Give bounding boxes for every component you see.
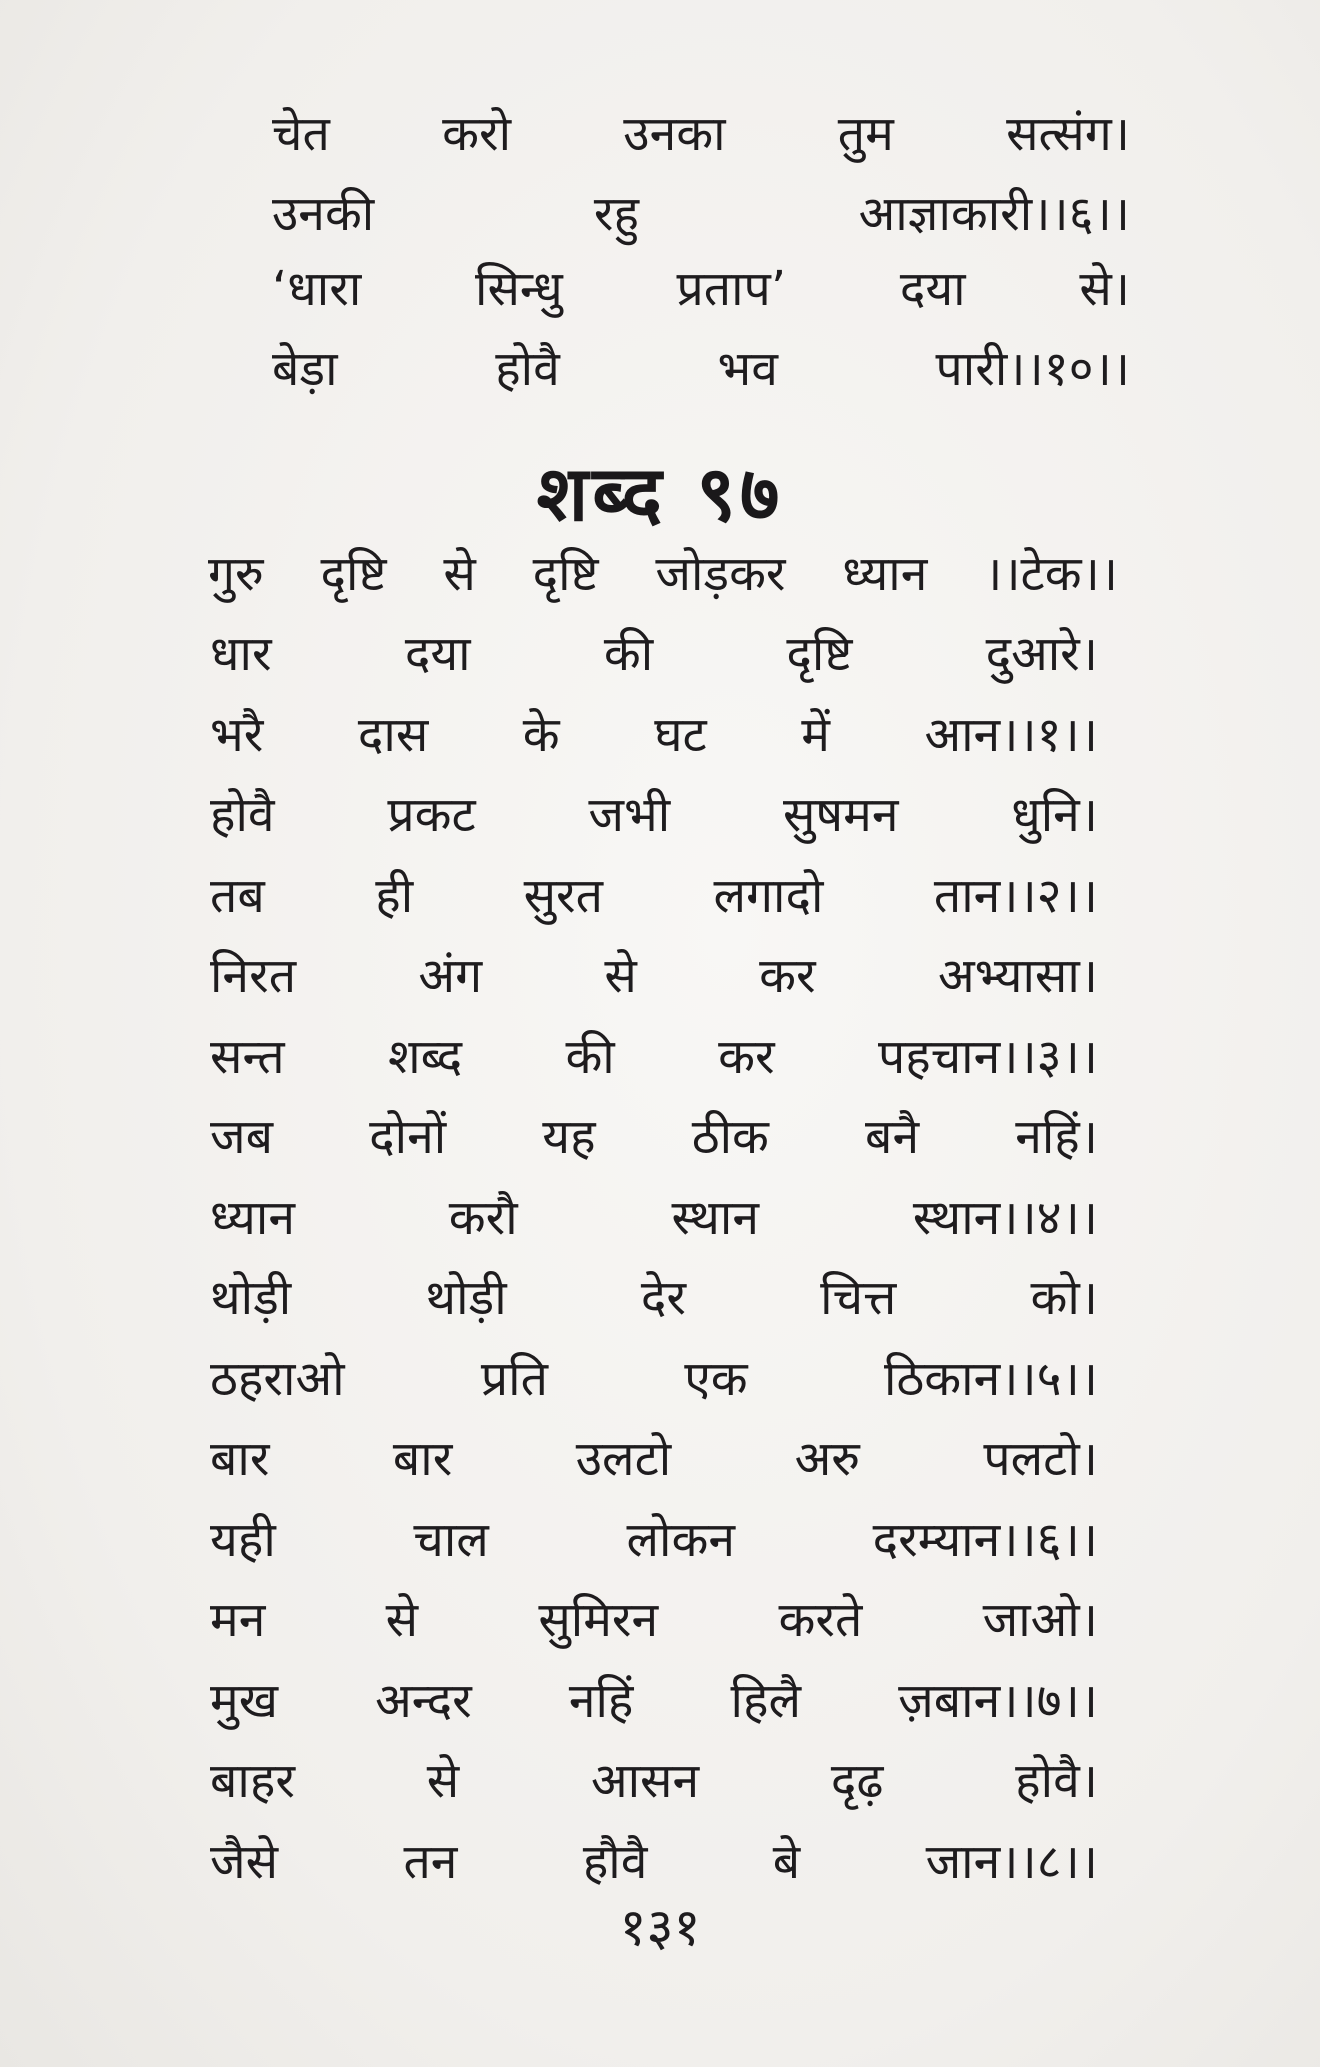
verse-word: ही xyxy=(375,867,414,924)
verse-word: ध्यान xyxy=(210,1189,295,1246)
verse-word: तान।।२।। xyxy=(933,867,1098,924)
verse-word: मुख xyxy=(210,1672,278,1729)
verse-word: हौवै xyxy=(582,1833,648,1890)
verse-line xyxy=(210,1103,1098,1168)
verse-word: की xyxy=(565,1028,615,1085)
verse-word: ध्यान xyxy=(842,546,928,602)
verse-line xyxy=(210,1184,1098,1249)
hymn-heading: शब्द ९७ xyxy=(536,449,784,538)
verse-line xyxy=(210,1828,1098,1893)
verse-word: थोड़ी xyxy=(210,1270,292,1326)
verse-word: पारी।।१०।। xyxy=(935,341,1130,397)
verse-word: बार xyxy=(210,1431,270,1487)
verse-line xyxy=(210,1586,1098,1651)
verse-word: हिलै xyxy=(730,1672,801,1729)
verse-word: दया xyxy=(404,626,471,682)
verse-word: ‘धारा xyxy=(272,261,362,317)
verse-word: भव xyxy=(717,341,778,397)
verse-word: से xyxy=(604,948,637,1004)
verse-word: बे xyxy=(772,1833,801,1890)
verse-word: से xyxy=(443,546,476,602)
verse-word: से xyxy=(426,1753,460,1809)
verse-word: जान।।८।। xyxy=(925,1833,1098,1890)
verse-word: दोनों xyxy=(369,1109,447,1165)
verse-line xyxy=(210,620,1098,685)
verse-word: दृढ़ xyxy=(830,1753,884,1809)
verse-word: तन xyxy=(403,1833,458,1890)
verse-line xyxy=(210,1747,1098,1812)
verse-word: से xyxy=(385,1592,419,1648)
verse-line xyxy=(210,1506,1098,1571)
verse-word: ठिकान।।५।। xyxy=(883,1350,1098,1407)
verse-line xyxy=(210,781,1098,846)
verse-word: जभी xyxy=(588,787,671,843)
verse-word: पलटो। xyxy=(983,1431,1098,1487)
verse-line xyxy=(272,335,1130,400)
verse-word: कर xyxy=(718,1028,775,1085)
verse-word: उनकी xyxy=(272,186,375,242)
verse-word: की xyxy=(603,626,654,682)
verse-word: पहचान।।३।। xyxy=(877,1028,1098,1085)
verse-word: चेत xyxy=(272,106,330,162)
verse-word: स्थान।।४।। xyxy=(912,1189,1098,1246)
verse-line xyxy=(210,942,1098,1007)
verse-word: प्रति xyxy=(480,1350,548,1407)
verse-word: यह xyxy=(542,1109,596,1165)
verse-line xyxy=(210,1023,1098,1088)
verse-word: करौ xyxy=(448,1189,518,1246)
verse-word: आन।।१।। xyxy=(924,706,1098,763)
verse-word: उनका xyxy=(623,106,726,162)
verse-word: को। xyxy=(1030,1270,1098,1326)
verse-word: अन्दर xyxy=(375,1672,472,1729)
verse-word: ठहराओ xyxy=(210,1350,345,1407)
verse-word: बार xyxy=(392,1431,453,1487)
verse-word: लगादो xyxy=(713,867,824,924)
verse-word: से। xyxy=(1079,261,1130,317)
verse-word: घट xyxy=(654,706,707,763)
verse-word: जोड़कर xyxy=(655,546,786,602)
verse-word: दुआरे। xyxy=(985,626,1098,682)
verse-word: निरत xyxy=(210,948,297,1004)
verse-word: बनै xyxy=(865,1109,920,1165)
verse-word: यही xyxy=(210,1511,276,1568)
verse-word: स्थान xyxy=(671,1189,759,1246)
verse-word: तब xyxy=(210,867,265,924)
verse-word: आज्ञाकारी।।६।। xyxy=(858,186,1130,242)
verse-word: अभ्यासा। xyxy=(937,948,1098,1004)
verse-word: शब्द xyxy=(387,1028,463,1085)
verse-word: नहिं xyxy=(568,1672,634,1729)
verse-word: नहिं। xyxy=(1015,1109,1098,1165)
verse-word: भरै xyxy=(210,706,264,763)
verse-word: लोकन xyxy=(626,1511,735,1568)
verse-word: बाहर xyxy=(210,1753,295,1809)
verse-line xyxy=(210,1667,1098,1732)
verse-word: रहु xyxy=(593,186,639,242)
verse-word: चाल xyxy=(413,1511,489,1568)
verse-word: होवै। xyxy=(1015,1753,1098,1809)
verse-word: बेड़ा xyxy=(272,341,338,397)
verse-word: दया xyxy=(899,261,966,317)
verse-word: तुम xyxy=(837,106,894,162)
verse-word: मन xyxy=(210,1592,266,1648)
verse-word: कर xyxy=(759,948,816,1004)
verse-word: प्रताप’ xyxy=(676,261,787,317)
verse-line xyxy=(272,100,1130,165)
verse-word: सुमिरन xyxy=(538,1592,659,1648)
verse-word: उलटो xyxy=(575,1431,672,1487)
verse-word: ज़बान।।७।। xyxy=(898,1672,1098,1729)
verse-line xyxy=(210,1425,1098,1490)
verse-word: में xyxy=(801,706,830,763)
verse-word: जब xyxy=(210,1109,274,1165)
verse-word: थोड़ी xyxy=(425,1270,507,1326)
verse-line xyxy=(208,540,1118,605)
verse-word: दृष्टि xyxy=(320,546,387,602)
verse-word: सन्त xyxy=(210,1028,285,1085)
verse-word: दास xyxy=(357,706,429,763)
verse-word: धार xyxy=(210,626,272,682)
verse-word: जाओ। xyxy=(982,1592,1098,1648)
verse-word: सुषमन xyxy=(782,787,899,843)
verse-line xyxy=(210,1264,1098,1329)
verse-word: प्रकट xyxy=(387,787,476,843)
verse-word: देर xyxy=(640,1270,686,1326)
verse-word: ।।टेक।। xyxy=(984,546,1118,602)
verse-word: दरम्यान।।६।। xyxy=(872,1511,1098,1568)
verse-line xyxy=(210,701,1098,766)
verse-word: एक xyxy=(684,1350,748,1407)
verse-line xyxy=(210,862,1098,927)
verse-word: सुरत xyxy=(523,867,604,924)
verse-line xyxy=(210,1345,1098,1410)
verse-word: दृष्टि xyxy=(786,626,853,682)
verse-word: करो xyxy=(442,106,512,162)
verse-word: गुरु xyxy=(208,546,264,602)
verse-word: अरु xyxy=(794,1431,860,1487)
verse-word: के xyxy=(522,706,560,763)
verse-word: सत्संग। xyxy=(1006,106,1130,162)
verse-word: करते xyxy=(778,1592,863,1648)
verse-word: दृष्टि xyxy=(532,546,599,602)
verse-word: अंग xyxy=(418,948,483,1004)
verse-word: होवै xyxy=(210,787,275,843)
verse-line xyxy=(272,255,1130,320)
verse-line xyxy=(272,180,1130,245)
verse-word: जैसे xyxy=(210,1833,279,1890)
verse-word: धुनि। xyxy=(1011,787,1098,843)
page-number: १३१ xyxy=(619,1898,701,1958)
verse-word: आसन xyxy=(590,1753,700,1809)
verse-word: होवै xyxy=(495,341,560,397)
verse-word: सिन्धु xyxy=(475,261,563,317)
verse-word: चित्त xyxy=(820,1270,897,1326)
verse-word: ठीक xyxy=(691,1109,769,1165)
